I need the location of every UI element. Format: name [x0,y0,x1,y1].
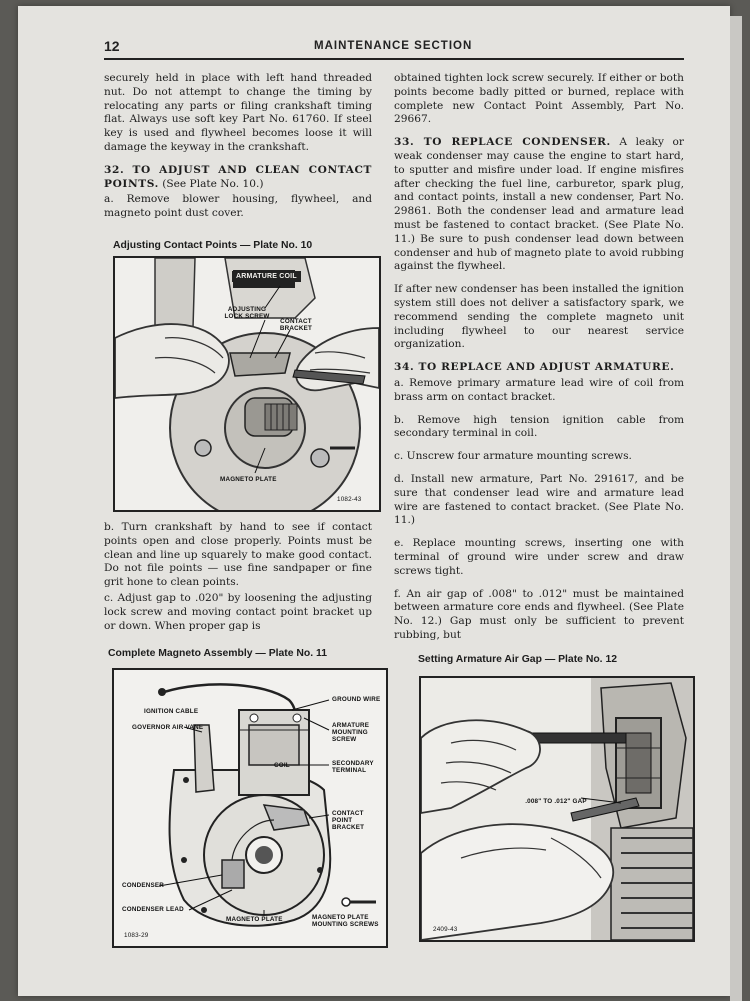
section-32-ref: (See Plate No. 10.) [162,177,264,190]
plate-10-figure [113,256,381,512]
plate-12-code: 2409-43 [433,926,458,933]
label-air-gap: .008" TO .012" GAP [525,798,587,805]
section-33 [394,136,684,274]
plate-12-figure [419,676,695,942]
label-coil: COIL [274,762,290,769]
label-contact-bracket: CONTACT BRACKET [279,318,313,332]
plate-12-illustration [421,678,693,940]
section-34-step-a: a. Remove primary armature lead wire of coil from brass arm on contact bracket. [394,376,684,403]
plate-11-code: 1083-29 [124,932,149,939]
label-magneto-plate-mounting-screws: MAGNETO PLATE MOUNTING SCREWS [312,914,379,928]
section-34-step-b: b. Remove high tension ignition cable from secondary terminal in coil. [394,413,684,440]
label-ground-wire: GROUND WIRE [332,696,381,703]
label-armature-mounting-screw: ARMATURE MOUNTING SCREW [332,722,370,743]
section-34-step-e: e. Replace mounting screws, inserting one with terminal of ground wire under screw and draw screws tight. [394,537,684,577]
left-column-bottom [104,521,372,642]
section-32-title: 32. TO ADJUST AND CLEAN CONTACT POINTS. [104,163,372,190]
label-condenser-lead: CONDENSER LEAD [122,906,184,913]
page-edge [730,16,742,1001]
section-34-step-d: d. Install new armature, Part No. 291617, and be sure that condenser lead wire and armature lead wire are fastened to contact bracket. (See Plate No. 11.) [394,472,684,527]
label-ignition-cable: IGNITION CABLE [144,708,199,715]
section-title: MAINTENANCE SECTION [314,40,473,52]
plate-12-caption: Setting Armature Air Gap — Plate No. 12 [418,654,618,665]
plate-11-caption: Complete Magneto Assembly — Plate No. 11 [108,648,328,659]
label-secondary-terminal: SECONDARY TERMINAL [332,760,374,774]
label-adjusting-lock-screw: ADJUSTING LOCK SCREW [224,306,270,320]
section-33-title: 33. TO REPLACE CONDENSER. [394,136,611,149]
section-32-step-c: c. Adjust gap to .020" by loosening the adjusting lock screw and moving contact point bracket up or down. When proper gap is [104,591,372,632]
section-33-paragraph-2: If after new condenser has been installed the ignition system still does not deliver a satisfactory spark, we recommend sending the complete magneto unit including flywheel to our nearest service organization. [394,283,684,351]
page-number: 12 [104,38,120,54]
section-34-step-c: c. Unscrew four armature mounting screws. [394,450,632,463]
section-32-step-b: b. Turn crankshaft by hand to see if contact points open and close properly. Points must be clean and line up squarely to make good contact. Do not file points — use fine sandpaper or fine grit hone to clean points. [104,521,372,589]
plate-10-code: 1082-43 [337,496,362,503]
manual-page [18,6,730,996]
label-magneto-plate: MAGNETO PLATE [220,476,277,483]
paragraph-timing: securely held in place with left hand threaded nut. Do not attempt to change the timing by relocating any parts or filing crankshaft timing flat. Always use soft key Part No. 61760. If steel key is used and flywheel becomes loose it will damage the keyway in the crankshaft. [104,72,372,153]
section-32-step-a: a. Remove blower housing, flywheel, and magneto point dust cover. [104,193,372,220]
plate-10-caption: Adjusting Contact Points — Plate No. 10 [113,240,313,251]
left-column-top [104,72,372,230]
plate-10-illustration [115,258,379,510]
section-32-heading [104,164,372,192]
section-34-step-f: f. An air gap of .008" to .012" must be maintained between armature core ends and flywheel. (See Plate No. 12.) Gap must only be sufficient to prevent rubbing, but [394,587,684,641]
label-condenser: CONDENSER [122,882,165,889]
label-armature-coil: ARMATURE COIL [232,271,301,282]
page-header [104,36,684,60]
section-33-text: A leaky or weak condenser may cause the engine to start hard, to sputter and misfire under load. If engine misfires after checking the fuel line, carburetor, spark plug, and contact points, install a new condenser, Part No. 29861. Both the condenser lead and armature lead must be fastened to contact bracket. (See Plate No. 11.) Be sure to push condenser lead down between condenser and hub of magneto plate to avoid rubbing against the flywheel. [394,136,684,273]
plate-11-figure [112,668,388,948]
label-governor-air-vane: GOVERNOR AIR VANE [132,724,204,731]
label-magneto-plate-11: MAGNETO PLATE [226,916,283,923]
paragraph-contact-point-assembly: obtained tighten lock screw securely. If either or both points become badly pitted or burned, replace with complete new Contact Point Assembly, Part No. 29667. [394,72,684,126]
right-column [394,72,684,652]
label-contact-point-bracket: CONTACT POINT BRACKET [332,810,365,831]
section-34-title: 34. TO REPLACE AND ADJUST ARMATURE. [394,361,675,374]
